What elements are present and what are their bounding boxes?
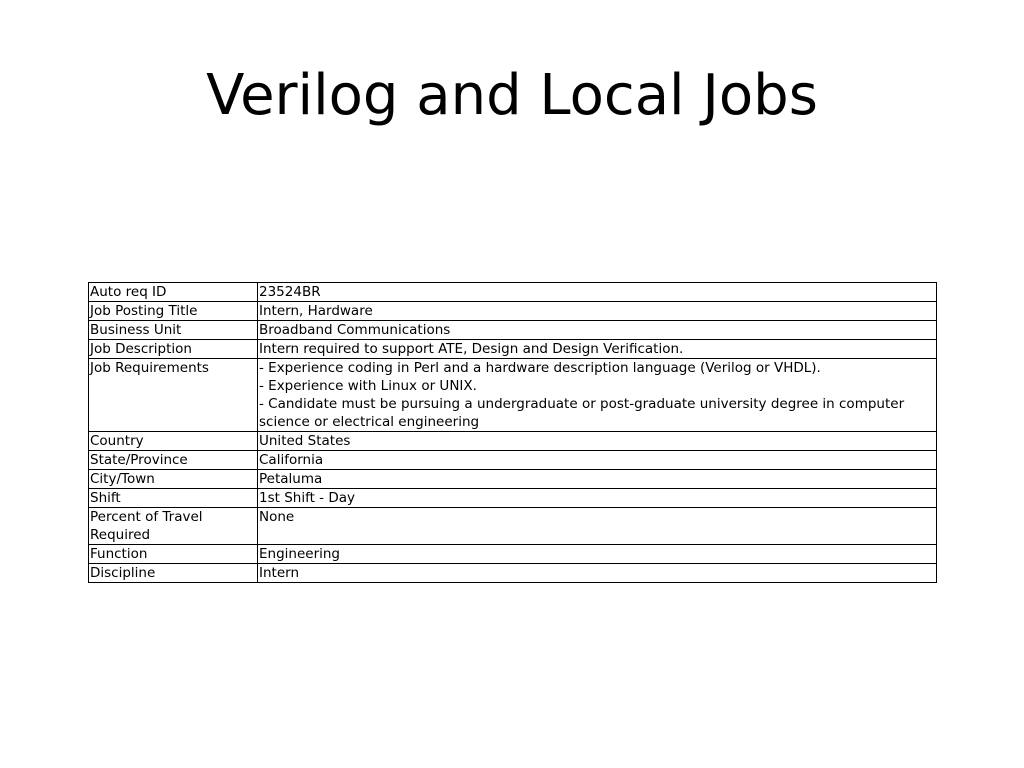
row-label: Country xyxy=(89,432,258,451)
row-label: Job Description xyxy=(89,340,258,359)
job-details-table xyxy=(88,282,937,583)
table-row xyxy=(89,359,937,432)
table-row xyxy=(89,283,937,302)
table-row xyxy=(89,432,937,451)
table-row xyxy=(89,451,937,470)
table-row xyxy=(89,302,937,321)
row-label: Shift xyxy=(89,489,258,508)
table-row xyxy=(89,545,937,564)
row-label: Job Posting Title xyxy=(89,302,258,321)
row-value: 1st Shift - Day xyxy=(258,489,937,508)
row-label: Business Unit xyxy=(89,321,258,340)
row-value: 23524BR xyxy=(258,283,937,302)
row-value-list xyxy=(258,359,937,432)
requirement-line: - Experience coding in Perl and a hardware description language (Verilog or VHDL). xyxy=(259,360,821,376)
table-row xyxy=(89,321,937,340)
table-row xyxy=(89,508,937,545)
row-value: Engineering xyxy=(258,545,937,564)
row-label: Job Requirements xyxy=(89,359,258,432)
table-row xyxy=(89,340,937,359)
row-label: State/Province xyxy=(89,451,258,470)
row-label: Auto req ID xyxy=(89,283,258,302)
row-label: City/Town xyxy=(89,470,258,489)
row-value: Broadband Communications xyxy=(258,321,937,340)
row-label: Percent of Travel Required xyxy=(89,508,258,545)
row-value: Intern required to support ATE, Design and Design Verification. xyxy=(258,340,937,359)
table-row xyxy=(89,489,937,508)
row-value: Petaluma xyxy=(258,470,937,489)
row-value: California xyxy=(258,451,937,470)
slide-title: Verilog and Local Jobs xyxy=(206,63,818,128)
row-value: United States xyxy=(258,432,937,451)
requirement-line: - Candidate must be pursuing a undergraduate or post-graduate university degree in computer science or electrical engineering xyxy=(259,396,905,430)
table-row xyxy=(89,564,937,583)
row-label: Function xyxy=(89,545,258,564)
row-value: Intern xyxy=(258,564,937,583)
table-row xyxy=(89,470,937,489)
requirement-line: - Experience with Linux or UNIX. xyxy=(259,378,477,394)
row-label: Discipline xyxy=(89,564,258,583)
row-value: None xyxy=(258,508,937,545)
row-value: Intern, Hardware xyxy=(258,302,937,321)
